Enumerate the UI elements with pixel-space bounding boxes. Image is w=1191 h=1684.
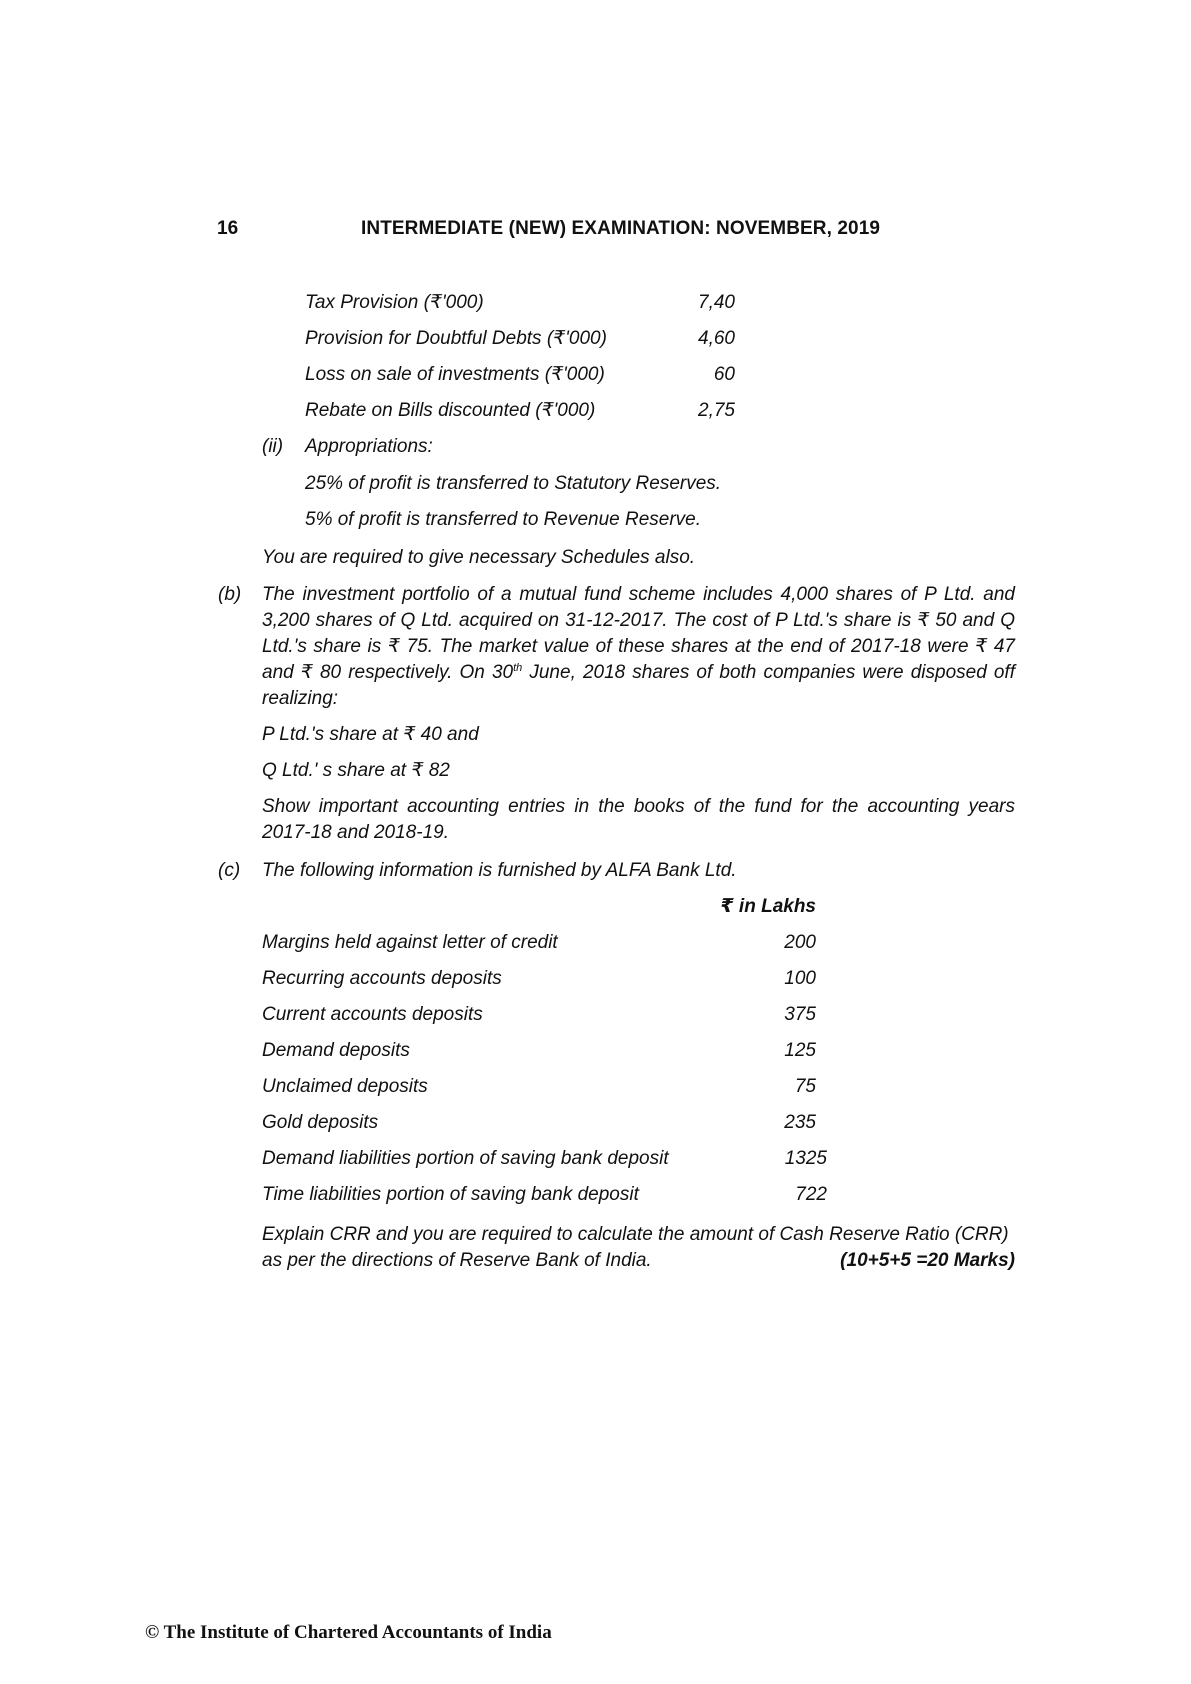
page-number: 16: [217, 218, 239, 239]
part-b-text: The investment portfolio of a mutual fund scheme includes 4,000 shares of P Ltd. and 3,200 shares of Q Ltd. acquired on 31-12-2017. The cost of P Ltd.'s share is ₹ 50 and Q Ltd.'s share is ₹ 75. The market value of these shares at the end of 2017-18 were ₹ 47 and ₹ 80 respectively. On 30: [262, 584, 1015, 683]
part-b-paragraph: [262, 582, 1015, 712]
appropriation-line: 25% of profit is transferred to Statutory Reserves.: [305, 473, 722, 494]
part-c-intro: The following information is furnished by ALFA Bank Ltd.: [262, 860, 737, 881]
deposit-row: [262, 966, 816, 992]
provision-value: 4,60: [698, 328, 735, 349]
deposit-label: Demand deposits: [262, 1040, 410, 1061]
deposit-row: [262, 1182, 827, 1208]
deposit-value: 200: [784, 932, 816, 953]
crr-question-line1: Explain CRR and you are required to calculate the amount of Cash Reserve Ratio (CRR): [262, 1224, 1009, 1245]
deposit-label: Gold deposits: [262, 1112, 379, 1133]
provision-label: Rebate on Bills discounted (₹'000): [305, 400, 596, 421]
provision-label: Provision for Doubtful Debts (₹'000): [305, 328, 607, 349]
provision-row: [305, 290, 735, 316]
deposit-value: 235: [784, 1112, 816, 1133]
provision-label: Loss on sale of investments (₹'000): [305, 364, 605, 385]
provision-row: [305, 362, 735, 388]
appropriation-line: 5% of profit is transferred to Revenue Reserve.: [305, 509, 702, 530]
deposit-row: [262, 1146, 827, 1172]
provision-value: 60: [713, 364, 735, 385]
deposit-row: [262, 1110, 816, 1136]
deposit-value: 75: [794, 1076, 816, 1097]
deposit-row: [262, 1038, 816, 1064]
deposit-value: 1325: [784, 1148, 827, 1169]
deposit-value: 375: [784, 1004, 816, 1025]
deposit-row: [262, 1002, 816, 1028]
deposit-row: [262, 930, 816, 956]
deposit-label: Unclaimed deposits: [262, 1076, 428, 1097]
deposit-label: Margins held against letter of credit: [262, 932, 558, 953]
provision-row: [305, 326, 735, 352]
crr-question-line2: as per the directions of Reserve Bank of India.: [262, 1250, 652, 1271]
deposit-value: 100: [784, 968, 816, 989]
part-b-text-end: June, 2018 shares of both companies were disposed off realizing:: [262, 662, 1015, 709]
deposit-value: 125: [784, 1040, 816, 1061]
provision-label: Tax Provision (₹'000): [305, 292, 484, 313]
part-c-marker: (c): [218, 860, 241, 881]
ordinal-suffix: th: [513, 662, 523, 674]
page-title: INTERMEDIATE (NEW) EXAMINATION: NOVEMBER, 2019: [361, 218, 881, 239]
deposit-label: Recurring accounts deposits: [262, 968, 502, 989]
deposit-label: Time liabilities portion of saving bank deposit: [262, 1184, 639, 1205]
appropriations-marker: (ii): [262, 436, 284, 457]
part-b-line-p: P Ltd.'s share at ₹ 40 and: [262, 724, 479, 745]
deposit-value: 722: [795, 1184, 827, 1205]
part-b-line-q: Q Ltd.' s share at ₹ 82: [262, 760, 450, 781]
copyright-footer: © The Institute of Chartered Accountants of India: [145, 1622, 552, 1643]
part-b-marker: (b): [218, 584, 242, 605]
schedules-note: You are required to give necessary Schedules also.: [262, 547, 696, 568]
provision-value: 2,75: [698, 400, 735, 421]
marks-allocation: (10+5+5 =20 Marks): [840, 1250, 1015, 1271]
deposit-label: Demand liabilities portion of saving bank deposit: [262, 1148, 669, 1169]
appropriations-heading: Appropriations:: [305, 436, 433, 457]
part-b-instruction: Show important accounting entries in the books of the fund for the accounting years 2017-18 and 2018-19.: [262, 796, 1015, 843]
unit-header: ₹ in Lakhs: [720, 896, 816, 917]
deposit-label: Current accounts deposits: [262, 1004, 483, 1025]
deposit-row: [262, 1074, 816, 1100]
provision-row: [305, 398, 735, 424]
provision-value: 7,40: [698, 292, 735, 313]
